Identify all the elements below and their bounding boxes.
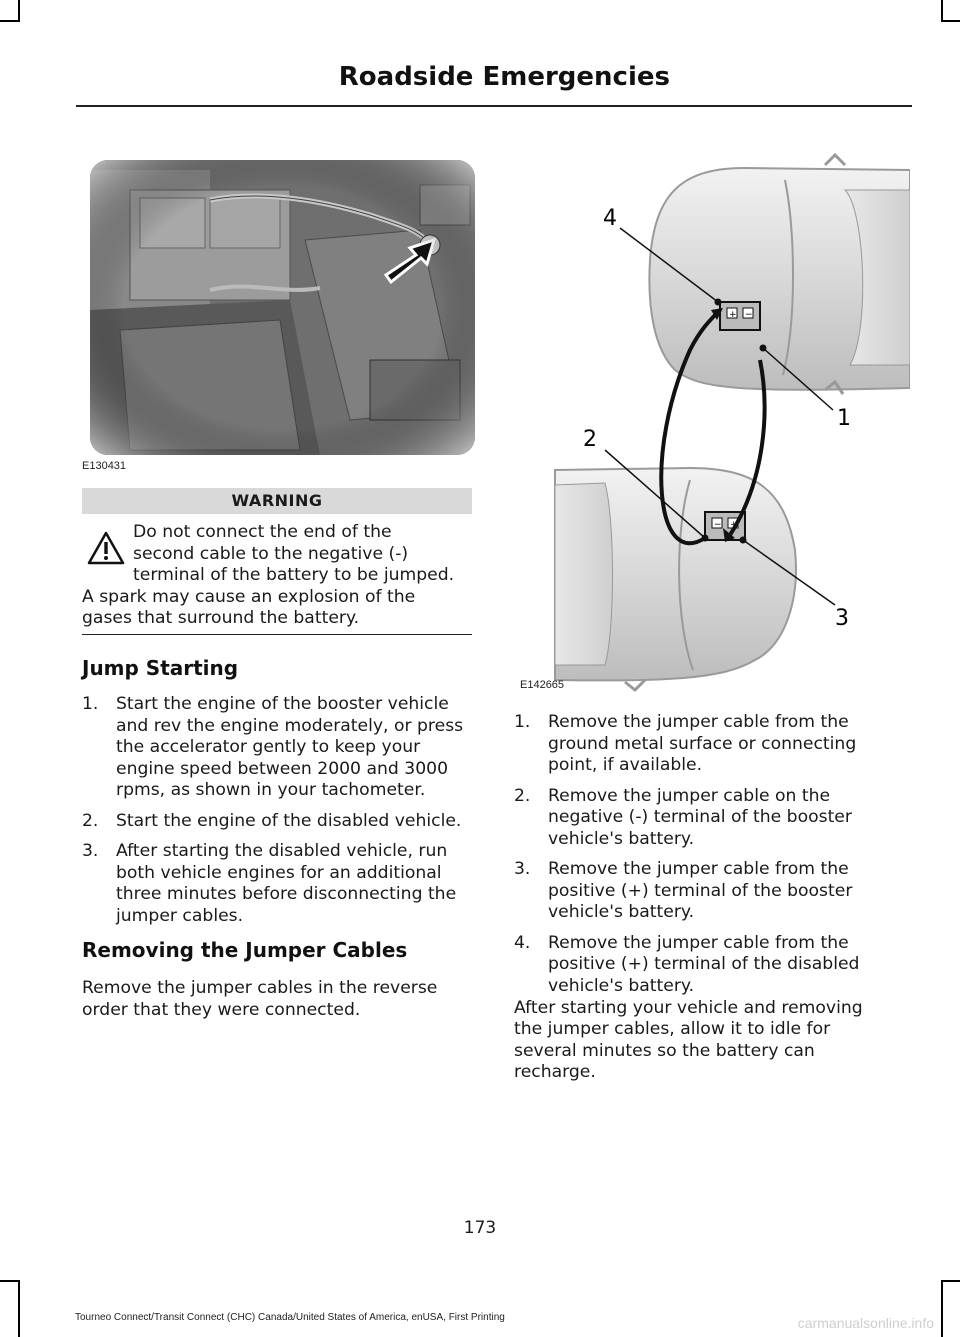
after-text-line: recharge. [514, 1062, 596, 1082]
step-line: Remove the jumper cable from the [548, 859, 849, 879]
step-line: the accelerator gently to keep your [116, 737, 421, 757]
warning-heading: WARNING [82, 488, 472, 514]
list-item [514, 786, 906, 851]
warning-line: gases that surround the battery. [82, 608, 360, 628]
step-number: 2. [514, 785, 531, 806]
list-item [82, 841, 474, 927]
svg-text:+: + [730, 520, 738, 530]
step-line: three minutes before disconnecting the [116, 884, 457, 904]
step-line: rpms, as shown in your tachometer. [116, 780, 426, 800]
removing-line: order that they were connected. [82, 1000, 361, 1020]
step-line: ground metal surface or connecting [548, 733, 857, 754]
step-number: 1. [82, 694, 99, 714]
step-number: 3. [514, 859, 531, 879]
step-number: 3. [82, 841, 99, 861]
after-text-line: After starting your vehicle and removing [514, 998, 863, 1018]
step-line: jumper cables. [116, 905, 244, 926]
step-line: vehicle's battery. [548, 975, 695, 996]
removing-line: Remove the jumper cables in the reverse [82, 978, 438, 998]
step-number: 2. [82, 810, 99, 831]
footer-text: Tourneo Connect/Transit Connect (CHC) Canada/United States of America, enUSA, First Printing [75, 1312, 505, 1323]
removing-heading: Removing the Jumper Cables [82, 938, 408, 962]
step-line: and rev the engine moderately, or press [116, 715, 464, 736]
warning-triangle-icon [86, 530, 126, 566]
header-rule [76, 105, 912, 107]
callout-4: 4 [603, 206, 617, 231]
step-line: vehicle's battery. [548, 902, 695, 922]
list-item [514, 859, 906, 924]
removal-steps [514, 712, 906, 1006]
step-line: Remove the jumper cable from the [548, 932, 849, 953]
warning-line: Do not connect the end of the [133, 522, 392, 542]
warning-line: second cable to the negative (-) [133, 544, 409, 564]
crop-mark-top-left-h [0, 20, 20, 22]
crop-mark-top-right-v [941, 0, 943, 22]
step-number: 1. [514, 712, 531, 732]
list-item [514, 712, 906, 777]
step-line: After starting the disabled vehicle, run [116, 841, 448, 861]
jump-starting-steps [82, 694, 474, 936]
list-item [82, 694, 474, 802]
list-item [82, 811, 474, 833]
list-item [514, 933, 906, 998]
step-line: both vehicle engines for an additional [116, 862, 442, 883]
crop-mark-bottom-right-h [941, 1280, 960, 1282]
step-line: Remove the jumper cable from the [548, 712, 849, 732]
after-text-line: several minutes so the battery can [514, 1041, 815, 1061]
after-text-line: the jumper cables, allow it to idle for [514, 1019, 831, 1039]
step-line: negative (-) terminal of the booster [548, 807, 852, 827]
step-line: Start the engine of the booster vehicle [116, 694, 449, 714]
step-line: positive (+) terminal of the booster [548, 880, 853, 901]
watermark: carmanualsonline.info [797, 1315, 934, 1331]
jump-starting-heading: Jump Starting [82, 656, 239, 680]
step-line: Remove the jumper cable on the [548, 785, 831, 806]
crop-mark-top-left-v [18, 0, 20, 22]
step-line: positive (+) terminal of the disabled [548, 954, 860, 974]
page-title: Roadside Emergencies [338, 62, 670, 92]
crop-mark-bottom-right-v [941, 1280, 943, 1337]
step-line: point, if available. [548, 755, 703, 775]
step-line: vehicle's battery. [548, 828, 695, 849]
engine-bay-illustration [90, 160, 475, 455]
step-line: Start the engine of the disabled vehicle. [116, 810, 462, 831]
svg-text:+: + [729, 310, 737, 320]
figure-id: E130431 [82, 460, 127, 472]
warning-line: terminal of the battery to be jumped. [133, 565, 455, 585]
engine-bay-image [90, 160, 475, 455]
crop-mark-bottom-left-v [18, 1280, 20, 1337]
callout-2: 2 [583, 427, 597, 452]
jumper-cables-diagram [515, 150, 910, 695]
warning-rule [82, 634, 472, 635]
page-number: 173 [463, 1218, 497, 1238]
crop-mark-bottom-left-h [0, 1280, 20, 1282]
step-number: 4. [514, 932, 531, 953]
callout-3: 3 [835, 606, 849, 631]
callout-1: 1 [837, 406, 851, 431]
figure-id: E142665 [520, 679, 565, 691]
svg-text:−: − [745, 310, 753, 320]
crop-mark-top-right-h [941, 20, 960, 22]
svg-text:−: − [714, 520, 722, 530]
step-line: engine speed between 2000 and 3000 [116, 758, 449, 779]
warning-line: A spark may cause an explosion of the [82, 587, 416, 607]
